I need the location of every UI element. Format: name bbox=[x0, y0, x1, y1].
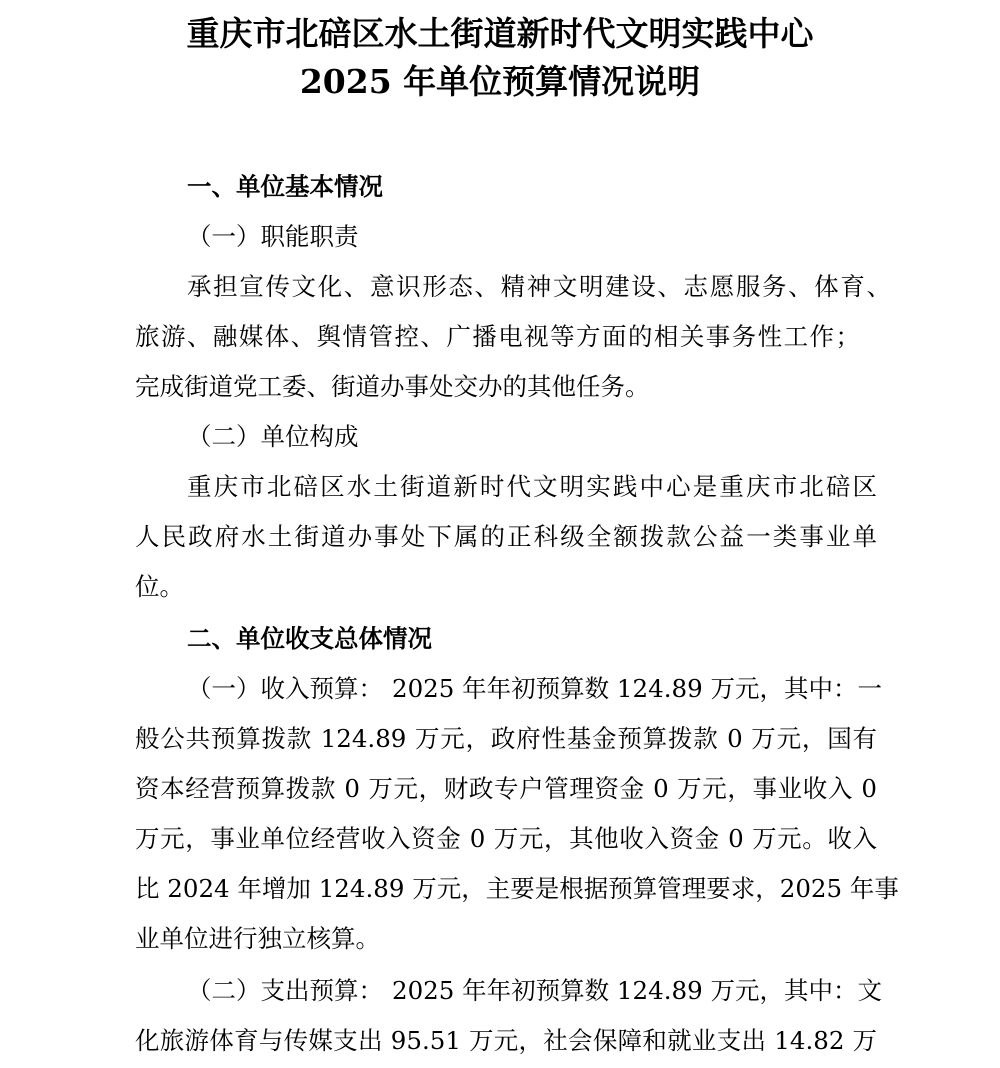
duties-paragraph-line-2: 旅游、融媒体、舆情管控、广播电视等方面的相关事务性工作； bbox=[135, 322, 860, 351]
section-1-heading: 一、单位基本情况 bbox=[187, 172, 383, 201]
duties-paragraph-line-3: 完成街道党工委、街道办事处交办的其他任务。 bbox=[135, 372, 650, 401]
expense-paragraph-line-2: 化旅游体育与传媒支出 95.51 万元，社会保障和就业支出 14.82 万 bbox=[135, 1026, 877, 1055]
document-title-line-2: 2025 年单位预算情况说明 bbox=[299, 62, 701, 101]
income-paragraph-line-3: 资本经营预算拨款 0 万元，财政专户管理资金 0 万元，事业收入 0 bbox=[135, 774, 877, 803]
income-budget-label: （一）收入预算： bbox=[187, 674, 383, 703]
section-1-sub-1-heading: （一）职能职责 bbox=[187, 222, 359, 251]
section-1-sub-2-heading: （二）单位构成 bbox=[187, 422, 359, 451]
document-title-line-1: 重庆市北碚区水土街道新时代文明实践中心 bbox=[186, 14, 814, 53]
composition-paragraph-line-3: 位。 bbox=[135, 572, 184, 601]
income-paragraph-line-2: 般公共预算拨款 124.89 万元，政府性基金预算拨款 0 万元，国有 bbox=[135, 724, 877, 753]
income-paragraph-line-4: 万元，事业单位经营收入资金 0 万元，其他收入资金 0 万元。收入 bbox=[135, 824, 877, 853]
composition-paragraph-line-1: 重庆市北碚区水土街道新时代文明实践中心是重庆市北碚区 bbox=[187, 472, 877, 501]
income-paragraph-line-6: 业单位进行独立核算。 bbox=[135, 924, 380, 953]
composition-paragraph-line-2: 人民政府水土街道办事处下属的正科级全额拨款公益一类事业单 bbox=[135, 522, 877, 551]
income-paragraph-line-1: 2025 年年初预算数 124.89 万元，其中：一 bbox=[392, 674, 882, 703]
section-2-heading: 二、单位收支总体情况 bbox=[187, 624, 432, 653]
duties-paragraph-line-1: 承担宣传文化、意识形态、精神文明建设、志愿服务、体育、 bbox=[187, 272, 891, 301]
income-paragraph-line-5: 比 2024 年增加 124.89 万元，主要是根据预算管理要求，2025 年事 bbox=[135, 874, 899, 903]
expense-budget-label: （二）支出预算： bbox=[187, 976, 383, 1005]
expense-paragraph-line-1: 2025 年年初预算数 124.89 万元，其中：文 bbox=[392, 976, 882, 1005]
